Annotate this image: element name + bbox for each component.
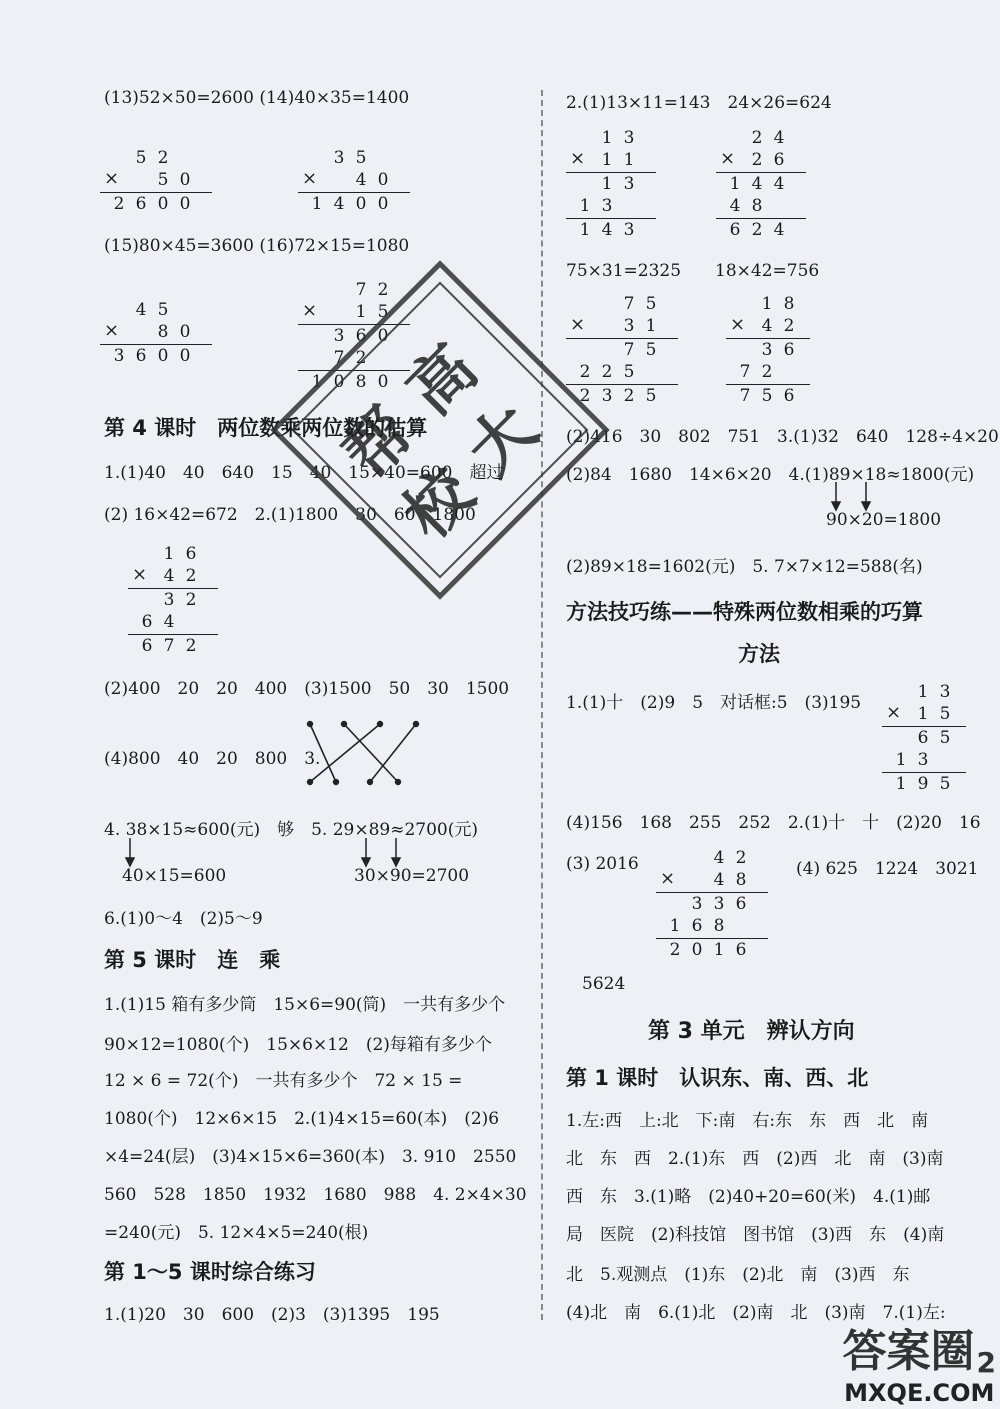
- site-watermark: [843, 1315, 996, 1407]
- unit-heading: 第 3 单元 辨认方向: [648, 1019, 855, 1044]
- text-line: (4)800 40 20 800 3.: [104, 749, 321, 769]
- text-line: 1.(1)15 箱有多少筒 15×6=90(筒) 一共有多少个: [104, 995, 506, 1015]
- section-heading: 方法: [738, 642, 780, 666]
- text-line: 1.(1)40 40 640 15 40 15×40=600 超过: [104, 463, 504, 483]
- vertical-multiplication: 2 4 × 2 6 1 4 4 4 8 6 2 4: [716, 128, 816, 243]
- text-line: 75×31=2325 18×42=756: [566, 261, 820, 281]
- text-line: (2)400 20 20 400 (3)1500 50 30 1500: [104, 679, 510, 699]
- vertical-multiplication: 4 2 × 4 8 3 3 6 1 6 8 2 0 1 6: [656, 848, 776, 963]
- text-line: ×4=24(层) (3)4×15×6=360(本) 3. 910 2550: [104, 1147, 517, 1167]
- text-line: 30×90=2700: [354, 866, 470, 886]
- section-heading: 方法技巧练——特殊两位数相乘的巧算: [566, 600, 923, 624]
- vertical-multiplication: 1 3 × 1 1 1 3 1 3 1 4 3: [566, 128, 666, 243]
- watermark-url: MXQE.COM: [844, 1379, 995, 1407]
- text-line: 90×12=1080(个) 15×6×12 (2)每箱有多少个: [104, 1035, 492, 1055]
- text-line: (2)89×18=1602(元) 5. 7×7×12=588(名): [566, 557, 923, 577]
- column-divider: [541, 90, 543, 1320]
- text-line: (2) 16×42=672 2.(1)1800 30 60 1800: [104, 505, 476, 525]
- section-heading: 第 4 课时 两位数乘两位数的估算: [104, 416, 428, 440]
- vertical-multiplication: 5 2 × 5 0 2 6 0 0: [100, 148, 220, 218]
- vertical-multiplication: 7 5 × 3 1 7 5 2 2 5 2 3 2 5: [566, 294, 686, 409]
- text-line: 1.(1)20 30 600 (2)3 (3)1395 195: [104, 1305, 440, 1325]
- stamp-seal: 帮 高 校 大: [270, 260, 609, 599]
- text-line: 90×20=1800: [826, 510, 942, 530]
- vertical-multiplication: 1 8 × 4 2 3 6 7 2 7 5 6: [726, 294, 826, 409]
- text-line: (13)52×50=2600 (14)40×35=1400: [104, 88, 410, 108]
- arrows: [118, 838, 418, 868]
- text-line: (4)北 南 6.(1)北 (2)南 北 (3)南 7.(1)左:: [566, 1303, 946, 1323]
- text-line: 北 5.观测点 (1)东 (2)北 南 (3)西 东: [566, 1265, 910, 1285]
- section-heading: 第 1～5 课时综合练习: [104, 1260, 316, 1284]
- text-line: 1080(个) 12×6×15 2.(1)4×15=60(本) (2)6: [104, 1109, 500, 1129]
- text-line: (4)156 168 255 252 2.(1)十 十 (2)20 16: [566, 813, 981, 833]
- vertical-multiplication: 3 5 × 4 0 1 4 0 0: [298, 148, 418, 218]
- vertical-multiplication: 4 5 × 8 0 3 6 0 0: [100, 300, 220, 370]
- text-line: 西 东 3.(1)略 (2)40+20=60(米) 4.(1)邮: [566, 1187, 931, 1207]
- text-line: (3) 2016: [566, 854, 639, 874]
- text-line: (2)84 1680 14×6×20 4.(1)89×18≈1800(元): [566, 465, 975, 485]
- text-line: (4) 625 1224 3021: [796, 859, 979, 879]
- text-line: (15)80×45=3600 (16)72×15=1080: [104, 236, 410, 256]
- text-line: (2)416 30 802 751 3.(1)32 640 128÷4×20: [566, 427, 999, 447]
- text-line: 40×15=600: [122, 866, 227, 886]
- text-line: 12 × 6 = 72(个) 一共有多少个 72 × 15 =: [104, 1071, 463, 1091]
- page-number: 2: [976, 1346, 996, 1379]
- text-line: 560 528 1850 1932 1680 988 4. 2×4×30: [104, 1185, 527, 1205]
- text-line: 局 医院 (2)科技馆 图书馆 (3)西 东 (4)南: [566, 1225, 945, 1245]
- section-heading: 第 1 课时 认识东、南、西、北: [566, 1066, 869, 1090]
- arrows: [826, 482, 886, 512]
- vertical-multiplication: 7 2 × 1 5 3 6 0 7 2 1 0 8 0: [298, 280, 418, 395]
- text-line: 1.左:西 上:北 下:南 右:东 东 西 北 南: [566, 1111, 929, 1131]
- section-heading: 第 5 课时 连 乘: [104, 948, 281, 972]
- watermark-brand: 答案圈: [842, 1326, 975, 1377]
- vertical-multiplication: 1 6 × 4 2 3 2 6 4 6 7 2: [128, 544, 228, 659]
- text-line: 北 东 西 2.(1)东 西 (2)西 北 南 (3)南: [566, 1149, 944, 1169]
- text-line: 2.(1)13×11=143 24×26=624: [566, 93, 832, 113]
- text-line: 6.(1)0～4 (2)5～9: [104, 909, 263, 929]
- text-line: 4. 38×15≈600(元) 够 5. 29×89≈2700(元): [104, 820, 478, 840]
- text-line: =240(元) 5. 12×4×5=240(根): [104, 1223, 369, 1243]
- matching-lines-diagram: [298, 716, 440, 792]
- vertical-multiplication: 1 3 × 1 5 6 5 1 3 1 9 5: [882, 682, 972, 797]
- text-line: 5624: [582, 974, 626, 994]
- text-line: 1.(1)十 (2)9 5 对话框:5 (3)195: [566, 693, 862, 713]
